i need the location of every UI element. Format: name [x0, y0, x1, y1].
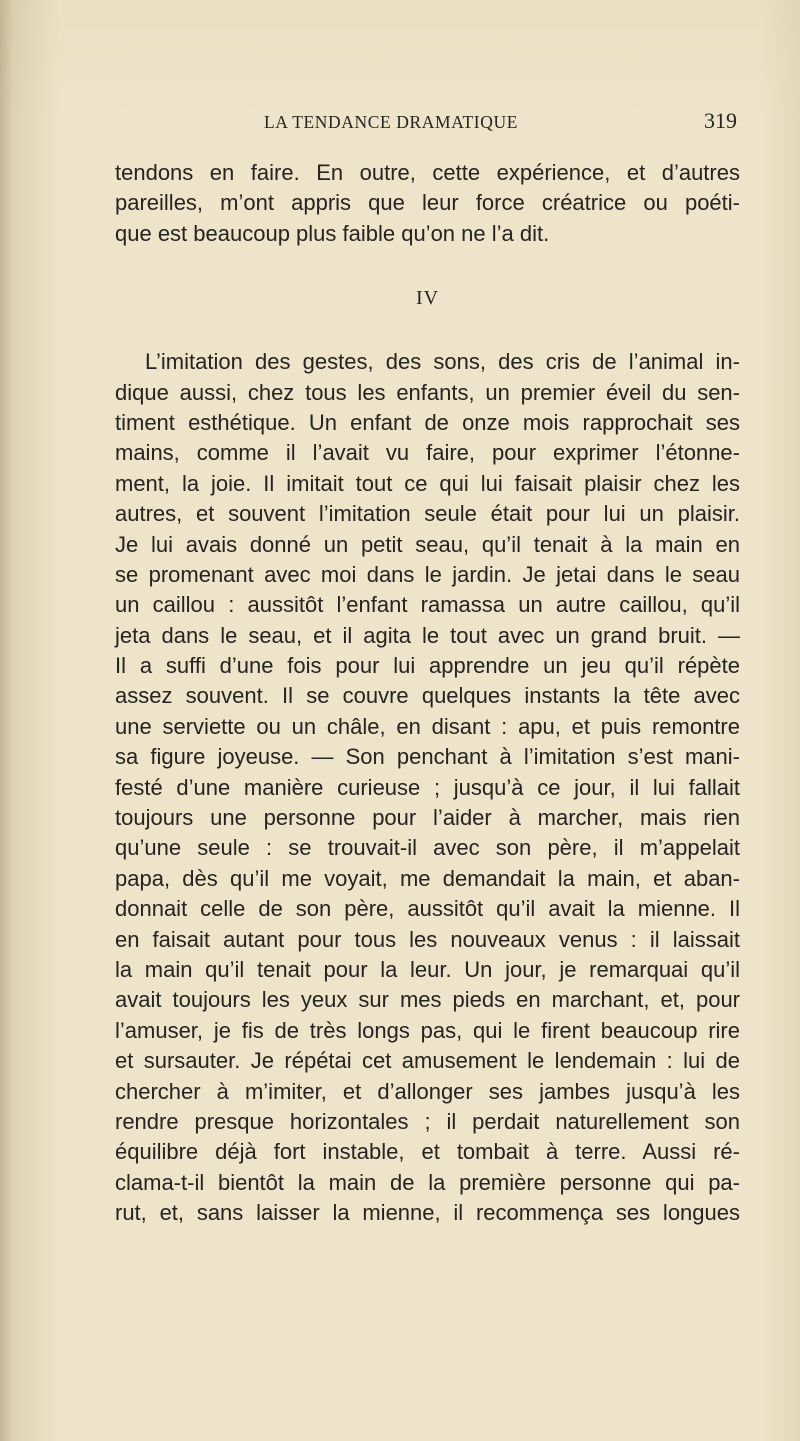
text-line: rendre presque horizontales ; il perdait naturellement son — [115, 1108, 740, 1134]
text-line: un caillou : aussitôt l’enfant ramassa un autre caillou, qu’il — [115, 592, 740, 618]
text-line: L’imitation des gestes, des sons, des cris de l’animal in- — [145, 349, 740, 375]
page-number: 319 — [704, 108, 737, 133]
text-line: autres, et souvent l’imitation seule était pour lui un plaisir. — [115, 501, 740, 527]
text-line: festé d’une manière curieuse ; jusqu’à ce jour, il lui fallait — [115, 774, 740, 800]
section-heading: IV — [415, 287, 440, 310]
text-line: qu’une seule : se trouvait-il avec son père, il m’appelait — [115, 835, 740, 861]
text-line: toujours une personne pour l’aider à marcher, mais rien — [115, 805, 740, 831]
text-line: Il a suffi d’une fois pour lui apprendre un jeu qu’il répète — [115, 653, 740, 679]
text-line: la main qu’il tenait pour la leur. Un jour, je remarquai qu’il — [115, 956, 740, 982]
running-title: LA TENDANCE DRAMATIQUE — [264, 112, 518, 132]
text-line: ment, la joie. Il imitait tout ce qui lui faisait plaisir chez les — [115, 470, 740, 496]
text-line: que est beaucoup plus faible qu’on ne l’a dit. — [115, 220, 550, 246]
text-line: une serviette ou un châle, en disant : apu, et puis remontre — [115, 713, 740, 739]
text-line: l’amuser, je fis de très longs pas, qui le firent beaucoup rire — [115, 1017, 740, 1043]
text-line: assez souvent. Il se couvre quelques instants la tête avec — [115, 683, 740, 709]
running-header — [0, 108, 800, 136]
text-line: pareilles, m’ont appris que leur force créatrice ou poéti- — [115, 190, 740, 216]
text-line: donnait celle de son père, aussitôt qu’il avait la mienne. Il — [115, 896, 740, 922]
text-line: Je lui avais donné un petit seau, qu’il tenait à la main en — [115, 531, 740, 557]
text-line: tendons en faire. En outre, cette expérience, et d’autres — [115, 160, 740, 185]
text-line: en faisait autant pour tous les nouveaux venus : il laissait — [115, 926, 740, 952]
text-line: timent esthétique. Un enfant de onze mois rapprochait ses — [115, 409, 740, 435]
text-line: clama-t-il bientôt la main de la première personne qui pa- — [115, 1169, 740, 1195]
text-line: sa figure joyeuse. — Son penchant à l’imitation s’est mani- — [115, 744, 740, 770]
text-line: jeta dans le seau, et il agita le tout avec un grand bruit. — — [115, 622, 740, 648]
text-line: se promenant avec moi dans le jardin. Je jetai dans le seau — [115, 561, 740, 587]
paragraph-1 — [115, 158, 740, 249]
text-line: équilibre déjà fort instable, et tombait à terre. Aussi ré- — [115, 1139, 740, 1165]
text-line: rut, et, sans laisser la mienne, il recommença ses longues — [115, 1200, 740, 1226]
paragraph-2 — [115, 347, 740, 1228]
text-line: mains, comme il l’avait vu faire, pour exprimer l’étonne- — [115, 440, 740, 466]
text-line: dique aussi, chez tous les enfants, un premier éveil du sen- — [115, 379, 740, 405]
text-line: chercher à m’imiter, et d’allonger ses jambes jusqu’à les — [115, 1078, 740, 1104]
body-text — [115, 158, 740, 1229]
text-line: et sursauter. Je répétai cet amusement le lendemain : lui de — [115, 1048, 740, 1074]
text-line: avait toujours les yeux sur mes pieds en marchant, et, pour — [115, 987, 740, 1013]
text-line: papa, dès qu’il me voyait, me demandait la main, et aban- — [115, 865, 740, 891]
